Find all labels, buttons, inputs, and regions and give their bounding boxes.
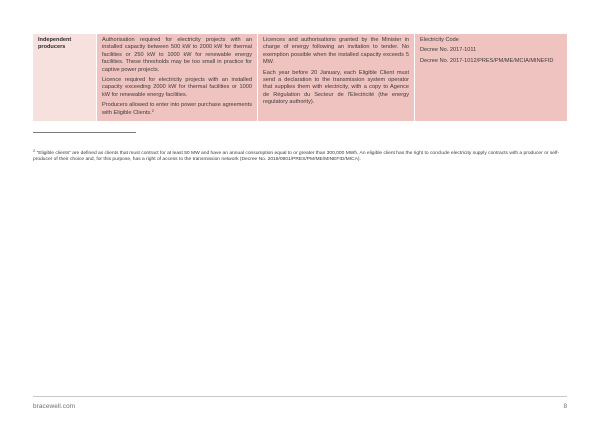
footnote-reference[interactable]: 2	[151, 107, 154, 113]
procedure-paragraph: Licences and authorisations granted by the Minister in charge of energy following an invitation to tender. No exemption possible when the installed capacity exceeds 5 MW.	[263, 37, 409, 66]
procedure-paragraph: Each year before 20 January, each Eligible Client must send a declaration to the transmission system operator that supplies them with electricity, with a copy to Agence de Régulation du Secteur de l'Electricité (the energy regulatory authority).	[263, 69, 409, 106]
regulation-table	[33, 34, 567, 121]
legal-basis-cell	[415, 34, 568, 121]
footnote-divider	[33, 132, 136, 133]
legal-basis-item: Electricity Code	[420, 37, 459, 43]
footer-website-link[interactable]: bracewell.com	[33, 403, 76, 410]
requirements-paragraph: Licence required for electricity projects with an installed capacity exceeding 2000 kW for thermal facilities or 1000 kW for renewable energy facilities.	[102, 77, 252, 98]
requirements-cell	[97, 34, 258, 121]
requirements-paragraph-text: Producers allowed to enter into power purchase agreements with Eligible Clients.	[102, 102, 252, 116]
legal-basis-item: Decree No. 2017-1011	[420, 47, 477, 54]
row-label-cell	[33, 34, 97, 121]
table-row	[33, 34, 567, 121]
footnote-number: 2	[33, 148, 36, 153]
procedure-cell	[258, 34, 415, 121]
requirements-paragraph: Authorisation required for electricity projects with an installed capacity between 500 kW to 2000 kW for thermal facilities or 250 kW to 1000 kW for renewable energy facilities. These thresholds may be too small in practice for captive power projects.	[102, 37, 252, 73]
page-number: 8	[563, 403, 567, 410]
legal-basis-item: Decree No. 2017-1012/PRES/PM/ME/MCIA/MINEFID	[420, 57, 554, 64]
footnote	[33, 148, 567, 164]
row-label: Independent producers	[38, 37, 72, 51]
footnote-text: “Eligible clients” are defined as clients that must contract for at least 50 MW and have an annual consumption equal to or greater than 300,000 MWh. An eligible client has the right to conclude electricity supply contracts with a producer or self-producer of their choice and, for this purpose, has a right of access to the transmission network (Decree No. 2019/0901/PRES/PM/ME/MINEFID/MICA).	[33, 151, 560, 163]
requirements-paragraph	[102, 102, 252, 117]
footer-divider	[33, 396, 567, 397]
